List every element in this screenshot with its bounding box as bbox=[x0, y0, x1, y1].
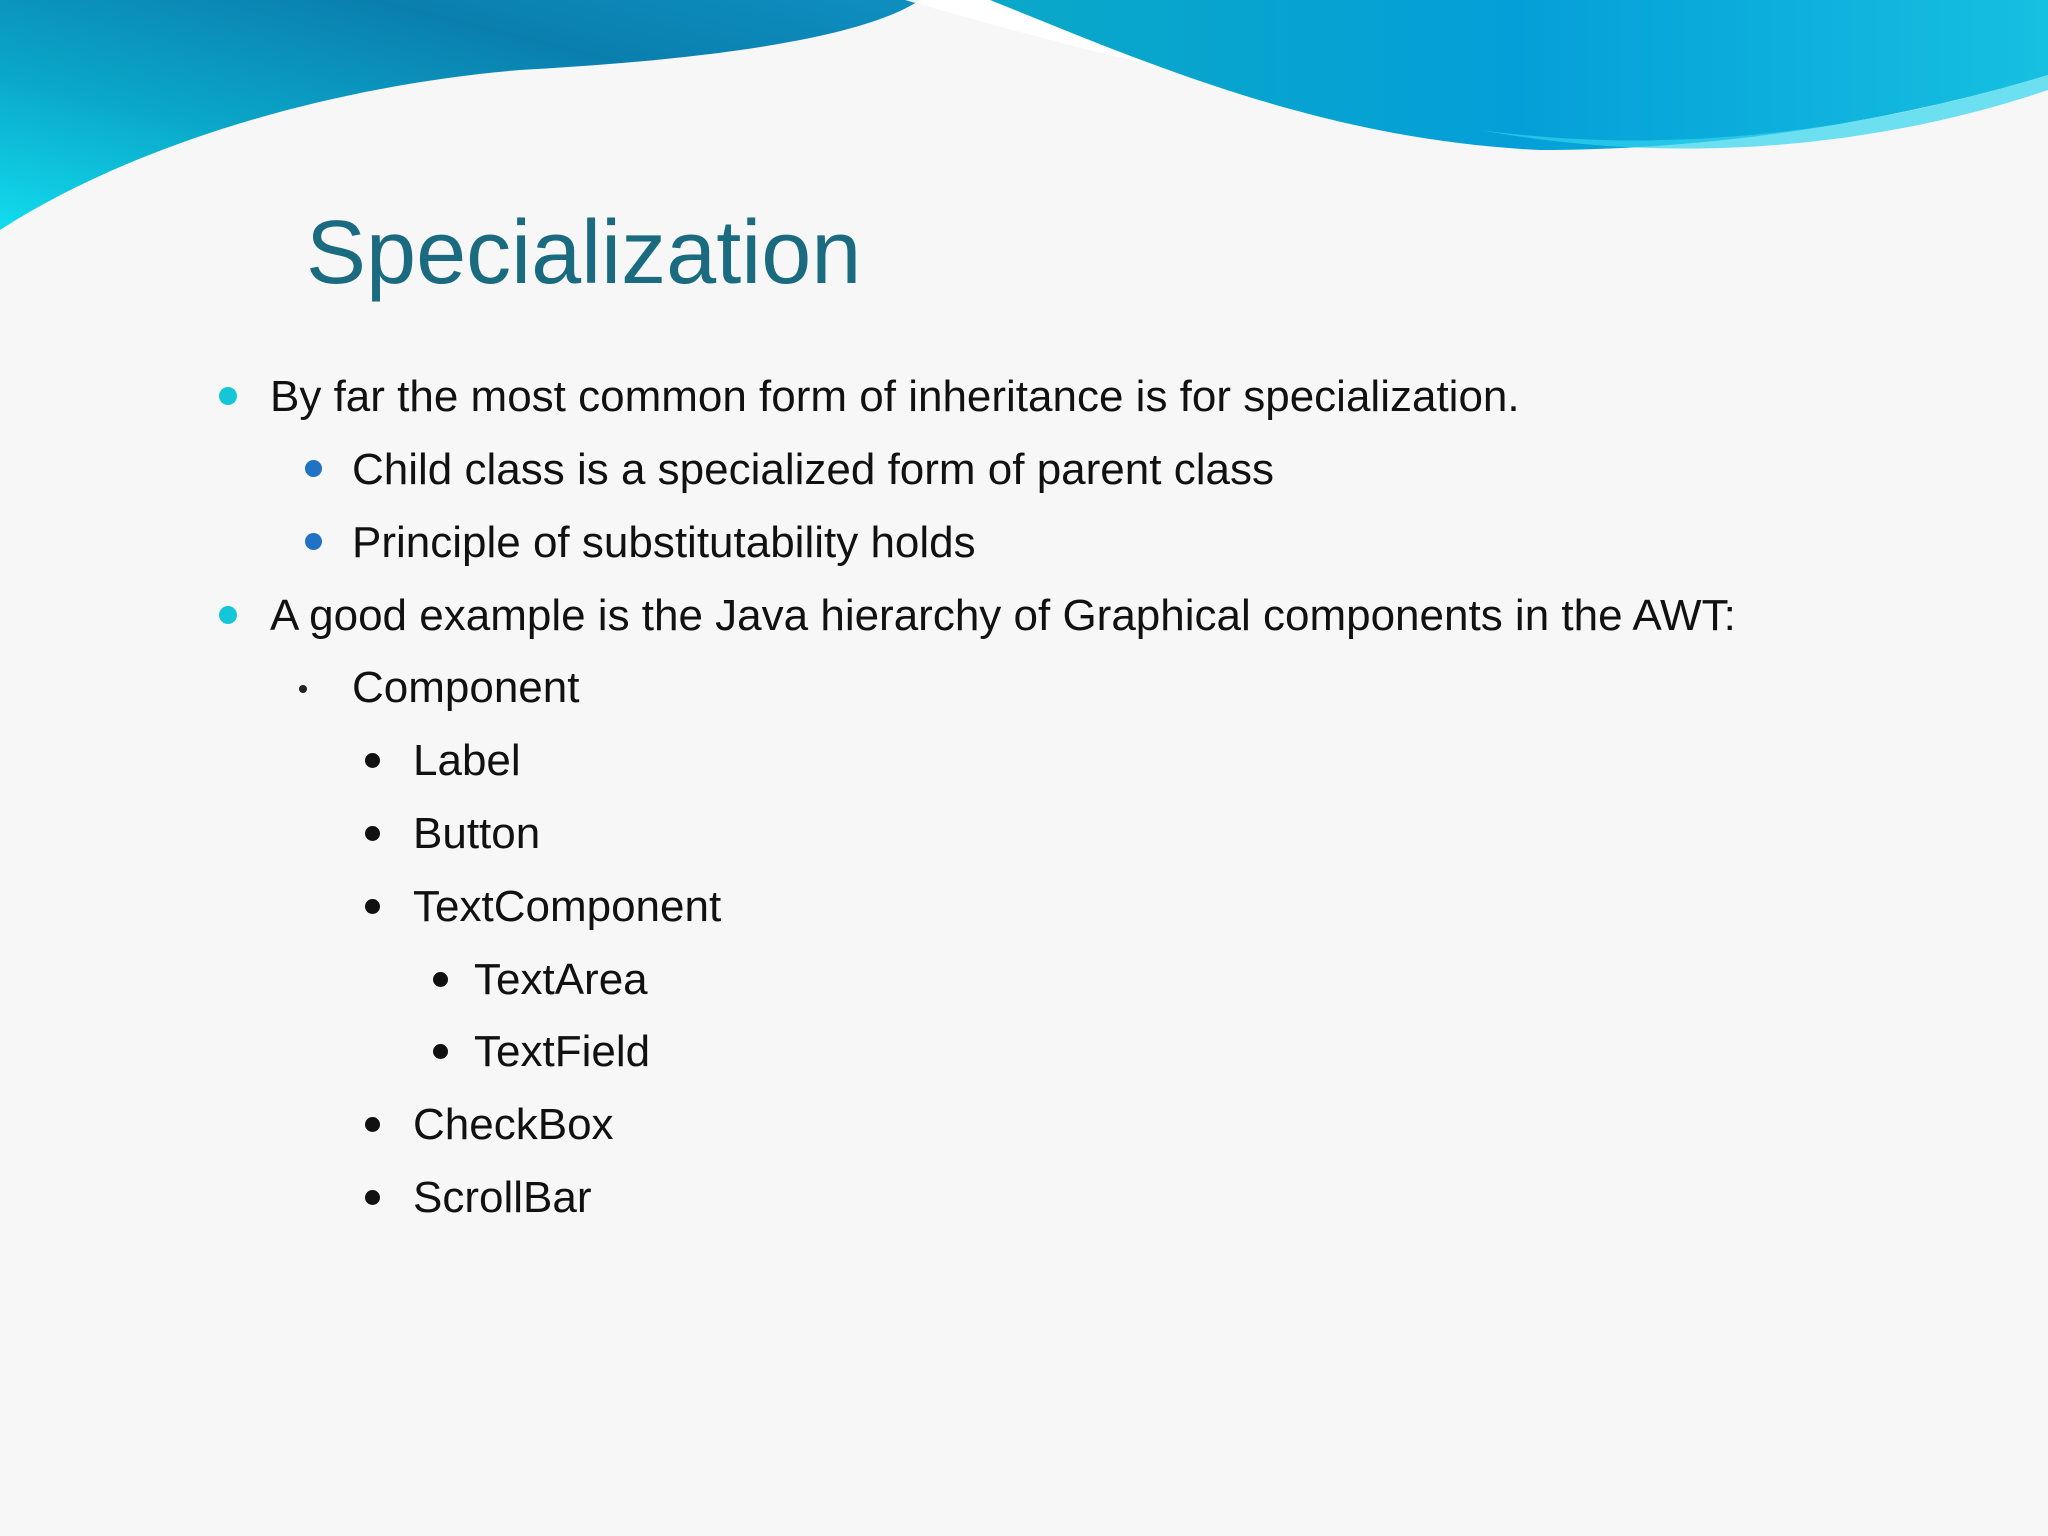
bullet-item bbox=[270, 367, 1520, 427]
bullet-text: Button bbox=[413, 809, 541, 858]
blue-bullet-icon bbox=[305, 533, 322, 550]
bullet-text: ScrollBar bbox=[413, 1173, 592, 1222]
bullet-item bbox=[413, 1095, 614, 1155]
black-bullet-icon bbox=[365, 753, 380, 768]
bullet-text: Component bbox=[352, 663, 580, 712]
bullet-item bbox=[352, 513, 976, 573]
bullet-item bbox=[352, 658, 579, 718]
bullet-text: TextArea bbox=[474, 955, 648, 1004]
bullet-text: Principle of substitutability holds bbox=[352, 518, 976, 567]
black-bullet-icon bbox=[365, 899, 380, 914]
bullet-item bbox=[413, 804, 540, 864]
slide-title: Specialization bbox=[306, 203, 862, 303]
bullet-item bbox=[352, 440, 1274, 500]
bullet-text: Child class is a specialized form of parent class bbox=[352, 445, 1274, 494]
blue-bullet-icon bbox=[305, 460, 322, 477]
small-bullet-icon bbox=[299, 685, 307, 693]
bullet-text: CheckBox bbox=[413, 1100, 614, 1149]
bullet-text: By far the most common form of inheritance is for specialization. bbox=[270, 372, 1520, 421]
bullet-item bbox=[474, 950, 648, 1010]
bullet-item bbox=[270, 586, 1736, 646]
black-bullet-icon bbox=[365, 1117, 380, 1132]
black-bullet-icon bbox=[365, 826, 380, 841]
black-bullet-icon bbox=[433, 1044, 448, 1059]
bullet-item bbox=[413, 1168, 592, 1228]
black-bullet-icon bbox=[433, 972, 448, 987]
cyan-bullet-icon bbox=[219, 606, 237, 624]
bullet-text: TextField bbox=[474, 1027, 651, 1076]
bullet-item bbox=[413, 731, 521, 791]
bullet-item bbox=[413, 877, 721, 937]
bullet-text: Label bbox=[413, 736, 521, 785]
bullet-text: A good example is the Java hierarchy of Graphical components in the AWT: bbox=[270, 591, 1736, 640]
black-bullet-icon bbox=[365, 1190, 380, 1205]
cyan-bullet-icon bbox=[219, 387, 237, 405]
bullet-text: TextComponent bbox=[413, 882, 722, 931]
bullet-item bbox=[474, 1022, 650, 1082]
